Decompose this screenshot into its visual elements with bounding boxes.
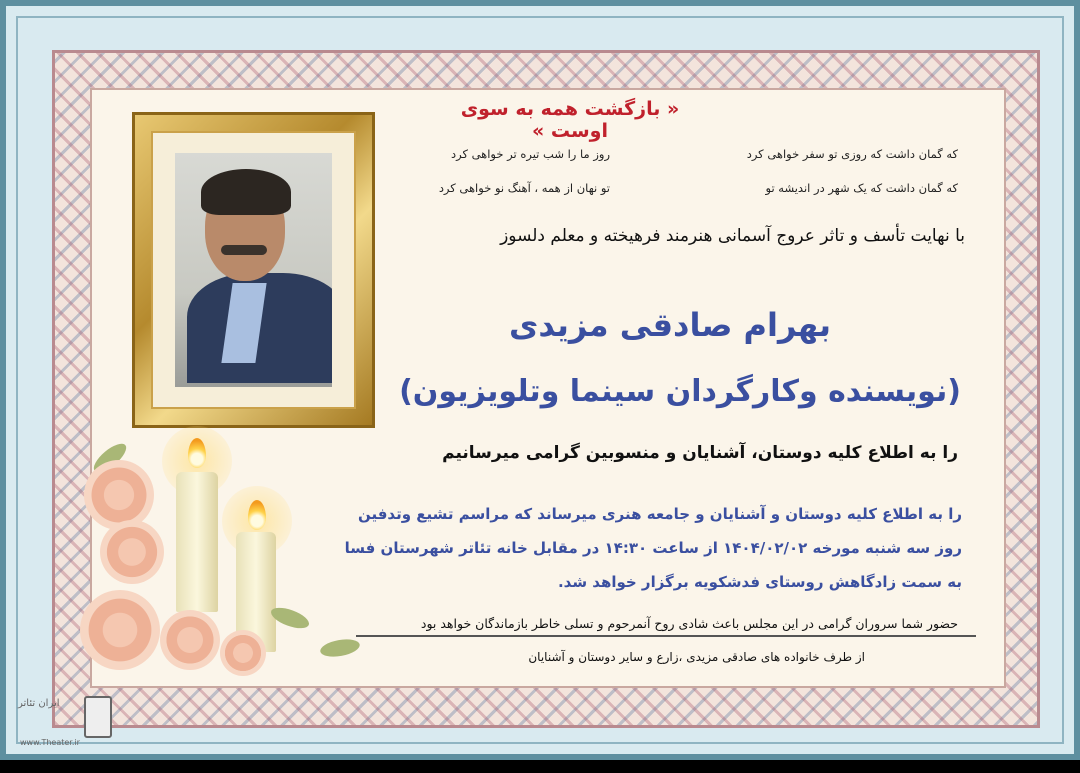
poem-line: که گمان داشت که یک شهر در اندیشه تو (765, 181, 958, 195)
intro-text: با نهایت تأسف و تاثر عروج آسمانی هنرمند فرهیخته و معلم دلسوز (500, 226, 965, 246)
rose-icon (84, 460, 154, 530)
poem-line: که گمان داشت که روزی تو سفر خواهی کرد (746, 147, 958, 161)
presence-text: حضور شما سروران گرامی در این مجلس باعث شادی روح آنمرحوم و تسلی خاطر بازماندگان خواهد بود (420, 616, 958, 631)
rose-icon (160, 610, 220, 670)
ceremony-details: را به اطلاع کلیه دوستان و آشنایان و جامعه هنری میرساند که مراسم تشیع وتدفین روز سه شنبه مورخه ۱۴۰۴/۰۲/۰۲ از ساعت ۱۴:۳۰ در مقابل خانه تئاتر شهرستان فسا به سمت زادگاهش روستای فدشکویه برگزار خواهد شد. (344, 505, 962, 591)
bottom-bar (0, 760, 1080, 773)
candle-tall (176, 472, 218, 612)
page-title: « بازگشت همه به سوی اوست » (460, 98, 680, 142)
rose-icon (80, 590, 160, 670)
poem-line: روز ما را شب تیره تر خواهی کرد (450, 147, 610, 161)
rose-icon (220, 630, 266, 676)
flame-icon (248, 500, 266, 530)
deceased-name: بهرام صادقی مزیدی (509, 306, 831, 344)
divider (356, 635, 976, 637)
rose-icon (100, 520, 164, 584)
portrait-frame (132, 112, 375, 428)
iran-theater-logo (14, 688, 122, 752)
portrait-hair (201, 169, 291, 215)
poem-line: تو نهان از همه ، آهنگ نو خواهی کرد (438, 181, 610, 195)
deceased-role: (نویسنده وکارگردان سینما وتلویزیون) (399, 374, 961, 409)
notice-text: را به اطلاع کلیه دوستان، آشنایان و منسوبین گرامی میرسانیم (442, 443, 958, 463)
theater-emblem-icon (84, 696, 112, 738)
portrait-mat (151, 131, 356, 409)
logo-text: ایران تئاتر (18, 698, 60, 709)
signature-text: از طرف خانواده های صادقی مزیدی ،زارع و سایر دوستان و آشنایان (528, 650, 865, 664)
logo-url: www.Theater.ir (20, 738, 80, 747)
flame-icon (188, 438, 206, 468)
portrait-mustache (221, 245, 267, 255)
portrait-photo (175, 153, 332, 387)
